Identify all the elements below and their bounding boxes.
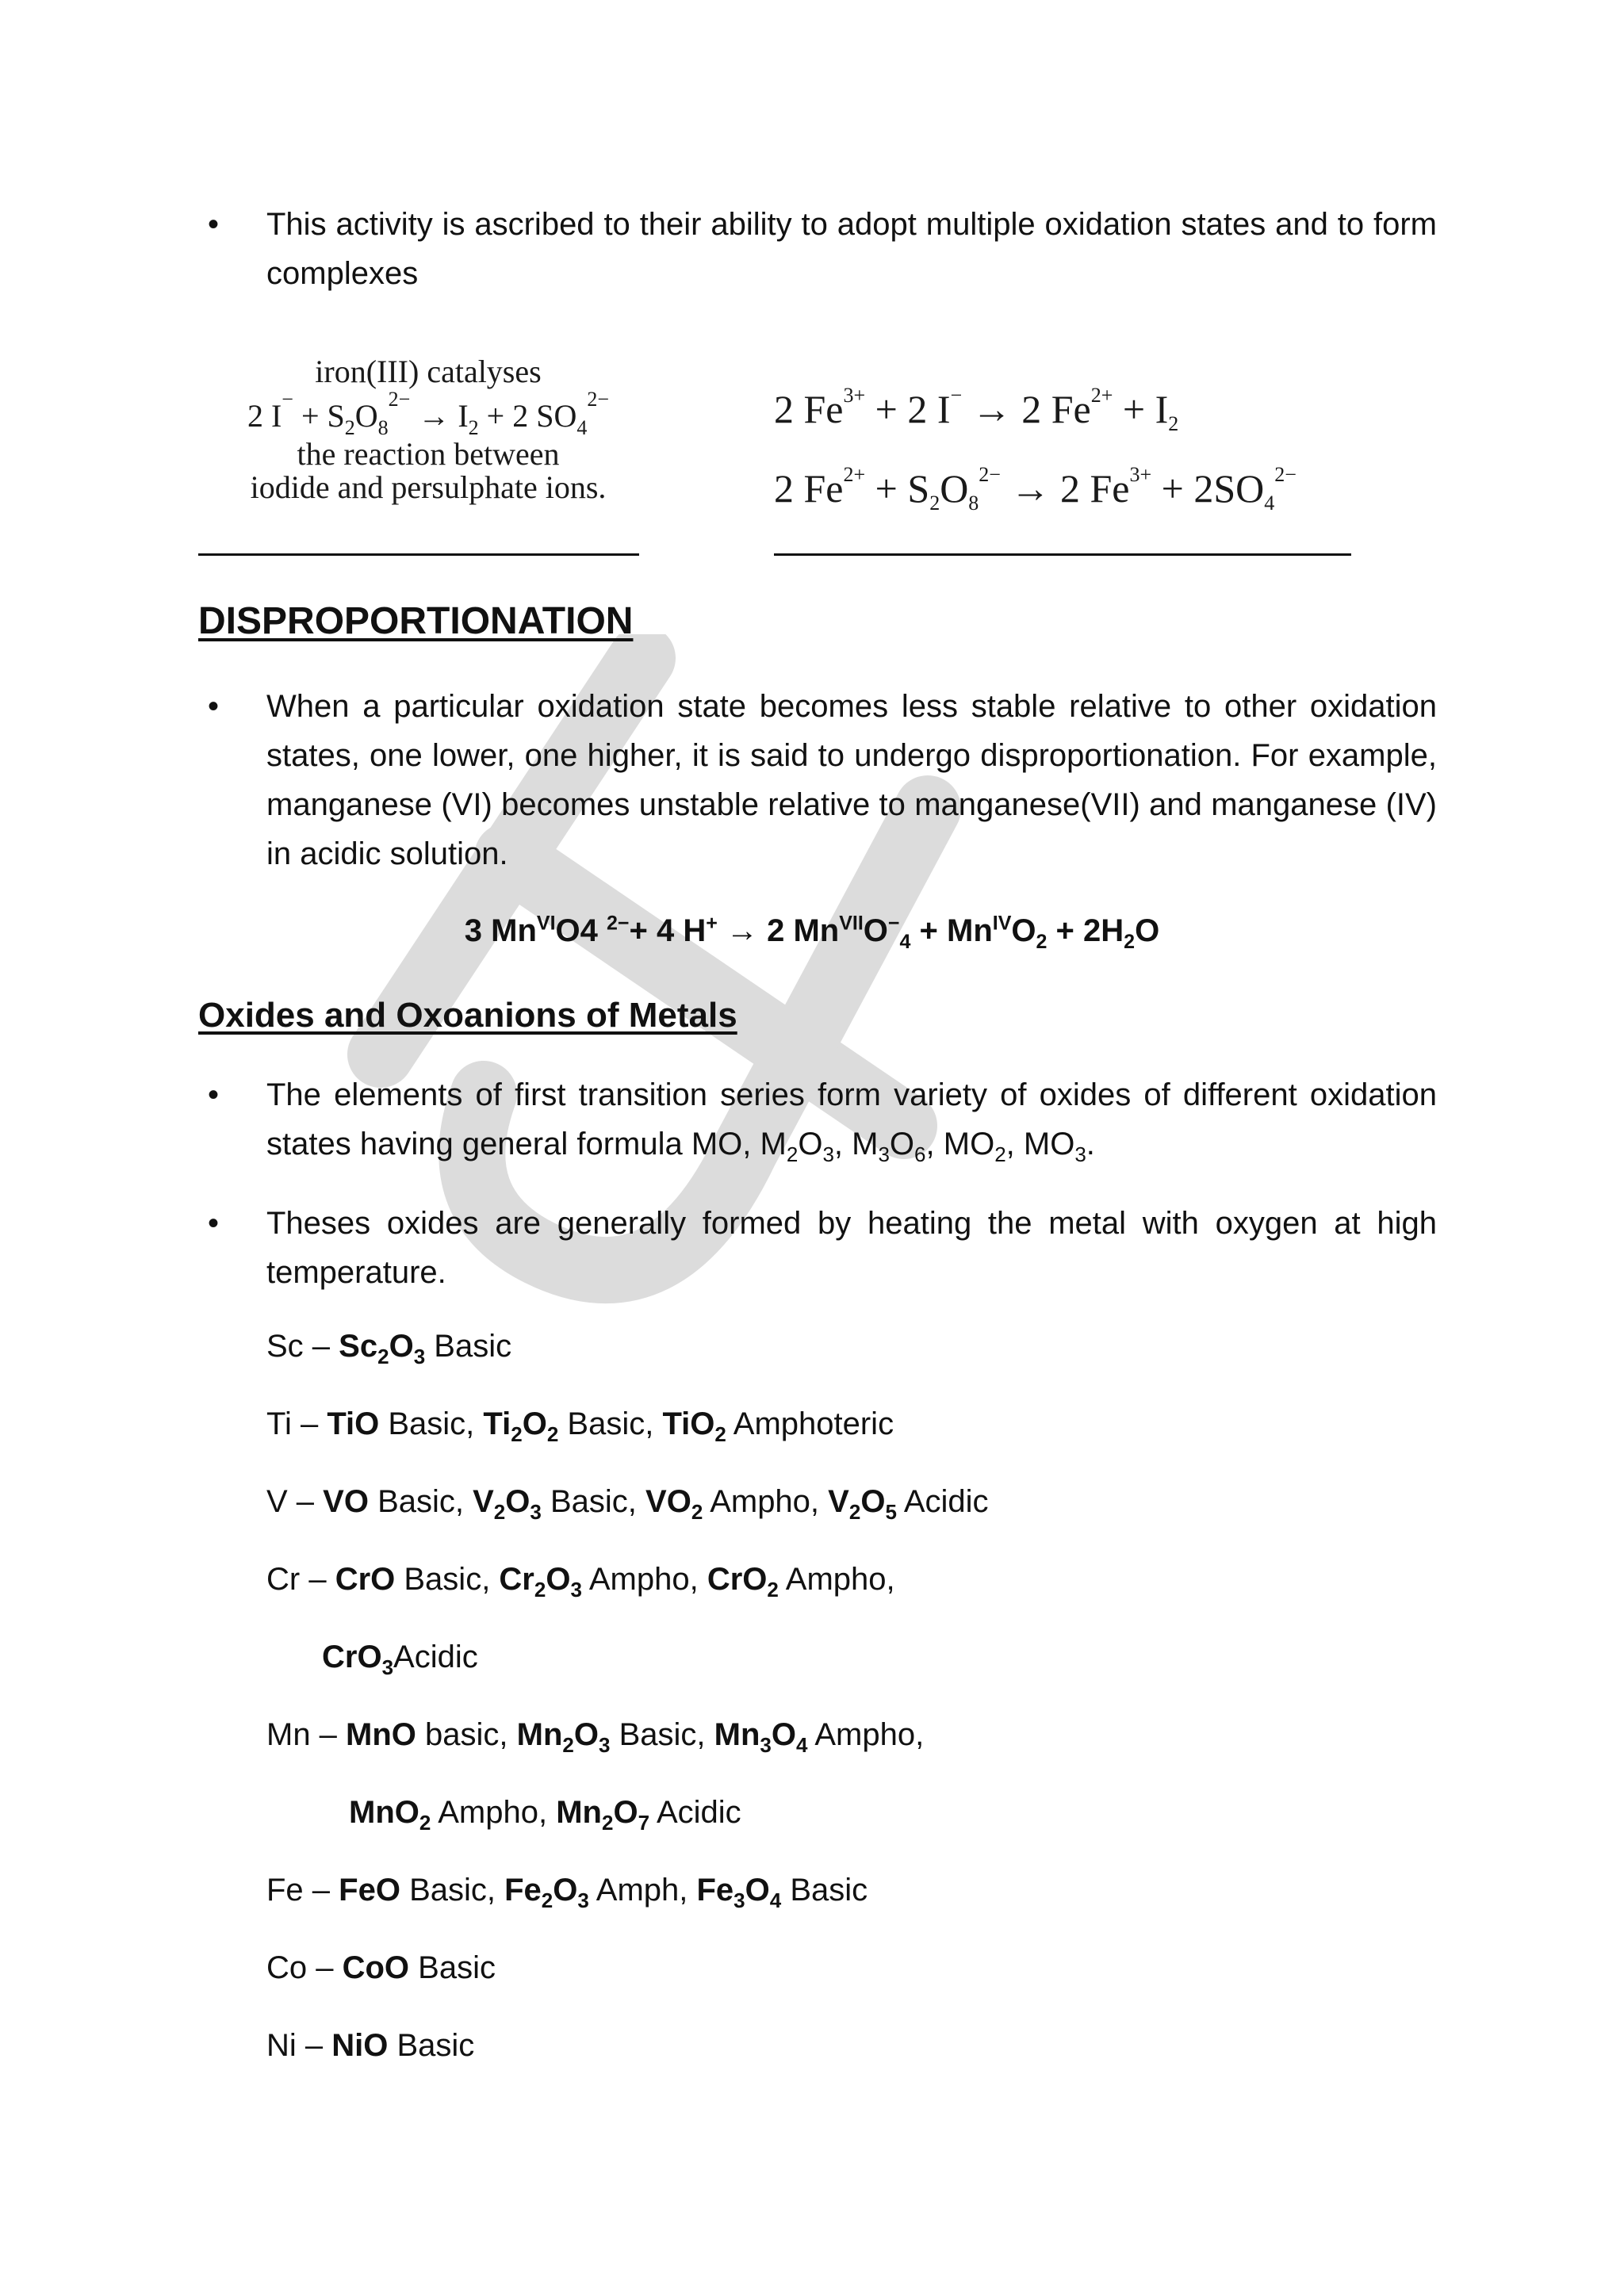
- bullet-icon: •: [208, 1206, 220, 1241]
- intro-bullet: [200, 200, 1437, 298]
- catalysis-equation-image: [198, 355, 658, 504]
- iron-equation-1: 2 $Fe^{3+} + 2$ I− → 2 $Fe^{2+} + I_2$: [774, 384, 1179, 435]
- oxide-mn: Mn – MnO basic, $Mn_2O_3$ Basic, $Mn_3O_4$ Ampho,: [266, 1717, 925, 1757]
- oxide-v: V – VO Basic, $V_2O_3$ Basic, $VO_2$ Ampho, $V_2O_5$ Acidic: [266, 1484, 989, 1524]
- divider-left: [198, 553, 639, 556]
- bullet-icon: •: [208, 207, 220, 242]
- persulphate-equation: 2 $I^- + S_2O_8^{2-} \to I_2 + 2$ $SO_4^{2-}$: [247, 388, 610, 439]
- oxide-ni: Ni – NiO Basic: [266, 2028, 475, 2063]
- disproportionation-text: When a particular oxidation state becomes less stable relative to other oxidation states, one lower, one higher, it is said to undergo disproportionation. For example, manganese (VI) becomes unstable relative to manganese(VII) and manganese (IV) in acidic solution.: [266, 689, 1437, 871]
- iron-equation-2: 2 $Fe^{2+} + S_2O_8^{2-} \to 2$ $Fe^{3+} + 2SO_4^{2-}$: [774, 463, 1297, 515]
- oxide-mn-cont: MnO$_2$ Ampho, $Mn_2O_7$ Acidic: [349, 1795, 741, 1835]
- oxide-fe: Fe – FeO Basic, $Fe_2O_3$ Amph, $Fe_3O_4$ Basic: [266, 1873, 868, 1912]
- bullet-icon: •: [208, 1077, 220, 1112]
- oxide-cr: Cr – CrO Basic, $Cr_2O_3$ Ampho, CrO$_2$ Ampho,: [266, 1562, 895, 1601]
- iron-cycle-equations: [774, 369, 1297, 528]
- catalysis-caption-1: iron(III) catalyses: [315, 354, 542, 389]
- oxide-cr-cont: CrO$_3$Acidic: [322, 1640, 478, 1679]
- catalysis-caption-3: iodide and persulphate ions.: [250, 469, 607, 505]
- oxides-bullet-1: [200, 1070, 1437, 1169]
- oxides-bullet-2-text: Theses oxides are generally formed by heating the metal with oxygen at high temperature.: [266, 1206, 1437, 1290]
- bullet-icon: •: [208, 689, 220, 724]
- divider-right: [774, 553, 1351, 556]
- oxides-bullet-2: [200, 1199, 1437, 1297]
- catalysis-caption-2: the reaction between: [297, 436, 560, 472]
- intro-bullet-text: This activity is ascribed to their ability to adopt multiple oxidation states and to form complexes: [266, 207, 1437, 291]
- oxide-ti: Ti – TiO Basic, $Ti_2O_2$ Basic, TiO$_2$ Amphoteric: [266, 1406, 894, 1446]
- disproportionation-bullet: [200, 682, 1437, 878]
- disproportionation-heading: DISPROPORTIONATION: [198, 600, 634, 642]
- oxide-co: Co – CoO Basic: [266, 1950, 496, 1985]
- manganese-reaction: 3 $Mn^{VI}O4$ $^{2-}$+ 4 H+ → 2 $Mn^{VII}O^-_4 + Mn^{IV}O_2 + 2H_2O$: [464, 912, 1160, 953]
- oxides-bullet-1-text: The elements of first transition series form variety of oxides of different oxidation states having general formula MO, $M_2O_3$, $M_3O_6$, $MO_2$, $MO_3$.: [266, 1077, 1437, 1166]
- oxide-sc: Sc – $Sc_2O_3$ Basic: [266, 1329, 512, 1368]
- oxides-heading: Oxides and Oxoanions of Metals: [198, 996, 737, 1035]
